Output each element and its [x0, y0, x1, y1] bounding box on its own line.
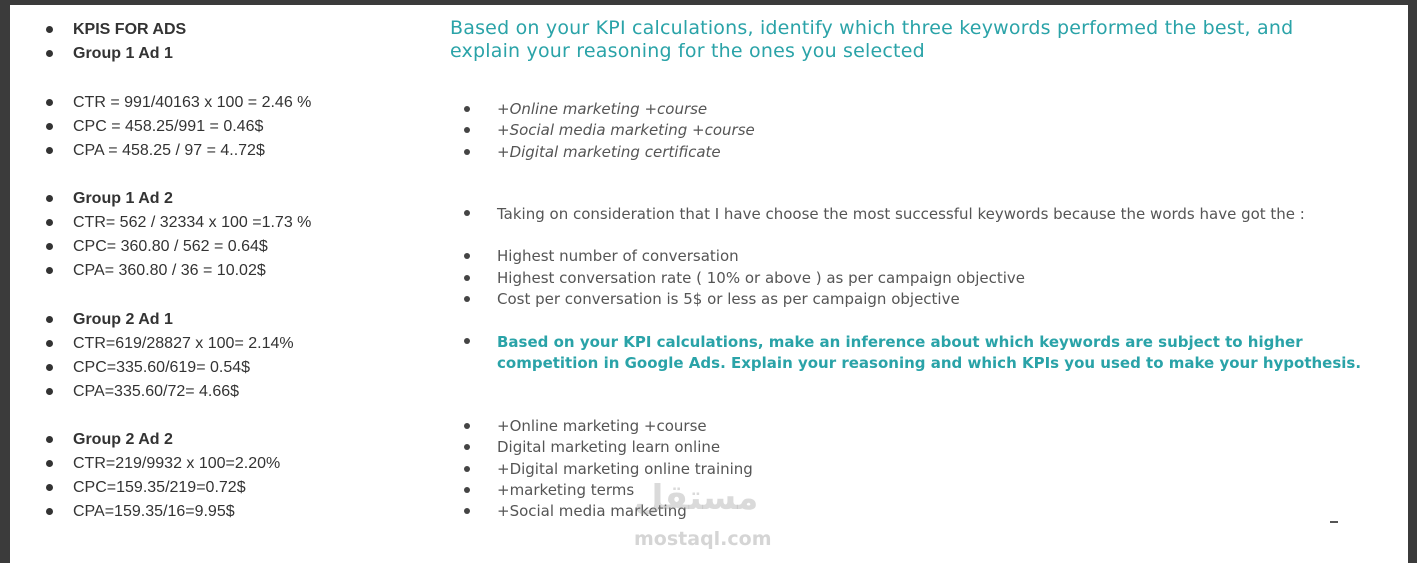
kpi-line: CPA=159.35/16=9.95$: [73, 503, 235, 520]
kpi-line: CTR=219/9932 x 100=2.20%: [73, 455, 281, 472]
kpi-line: CPC=159.35/219=0.72$: [73, 479, 246, 496]
kpi-line: CPA= 360.80 / 36 = 10.02$: [73, 262, 266, 279]
kpi-line: CTR= 562 / 32334 x 100 =1.73 %: [73, 214, 312, 231]
stray-mark: [1330, 521, 1338, 523]
competition-keyword-item: +Online marketing +course: [497, 417, 707, 435]
document-page: [10, 5, 1408, 563]
group-heading: Group 1 Ad 1: [73, 45, 173, 62]
best-keyword-item: +Digital marketing certificate: [497, 143, 721, 161]
group-heading: Group 1 Ad 2: [73, 190, 173, 207]
best-keyword-item: +Social media marketing +course: [497, 121, 755, 139]
kpi-line: CTR = 991/40163 x 100 = 2.46 %: [73, 94, 312, 111]
best-keyword-item: +Online marketing +course: [497, 100, 708, 118]
question-1: Based on your KPI calculations, identify which three keywords performed the best, and explain your reasoning for the ones you selected: [450, 17, 1294, 62]
kpi-line: CPA = 458.25 / 97 = 4..72$: [73, 142, 265, 159]
watermark-logo: مستقل: [634, 478, 759, 518]
competition-keyword-item: +Social media marketing: [497, 502, 687, 520]
reasoning-item: Highest number of conversation: [497, 247, 739, 265]
competition-keyword-item: +marketing terms: [497, 481, 635, 499]
reasoning-item: Cost per conversation is 5$ or less as per campaign objective: [497, 290, 960, 308]
kpi-line: CPC=335.60/619= 0.54$: [73, 359, 251, 376]
kpi-heading: KPIS FOR ADS: [73, 21, 187, 38]
competition-keyword-item: +Digital marketing online training: [497, 460, 753, 478]
kpi-line: CPA=335.60/72= 4.66$: [73, 383, 240, 400]
question-2: Based on your KPI calculations, make an inference about which keywords are subject to higher competition in Google Ads. Explain your reasoning and which KPIs you used to make your hypothesis.: [497, 332, 1377, 374]
watermark-site: mostaql.com: [634, 528, 772, 550]
reasoning-item: Taking on consideration that I have choose the most successful keywords because the words have got the :: [497, 204, 1357, 225]
group-heading: Group 2 Ad 2: [73, 431, 173, 448]
kpi-line: CPC= 360.80 / 562 = 0.64$: [73, 238, 268, 255]
kpi-line: CTR=619/28827 x 100= 2.14%: [73, 335, 294, 352]
reasoning-item: Highest conversation rate ( 10% or above ) as per campaign objective: [497, 269, 1026, 287]
competition-keyword-item: Digital marketing learn online: [497, 438, 721, 456]
group-heading: Group 2 Ad 1: [73, 311, 173, 328]
kpi-line: CPC = 458.25/991 = 0.46$: [73, 118, 264, 135]
